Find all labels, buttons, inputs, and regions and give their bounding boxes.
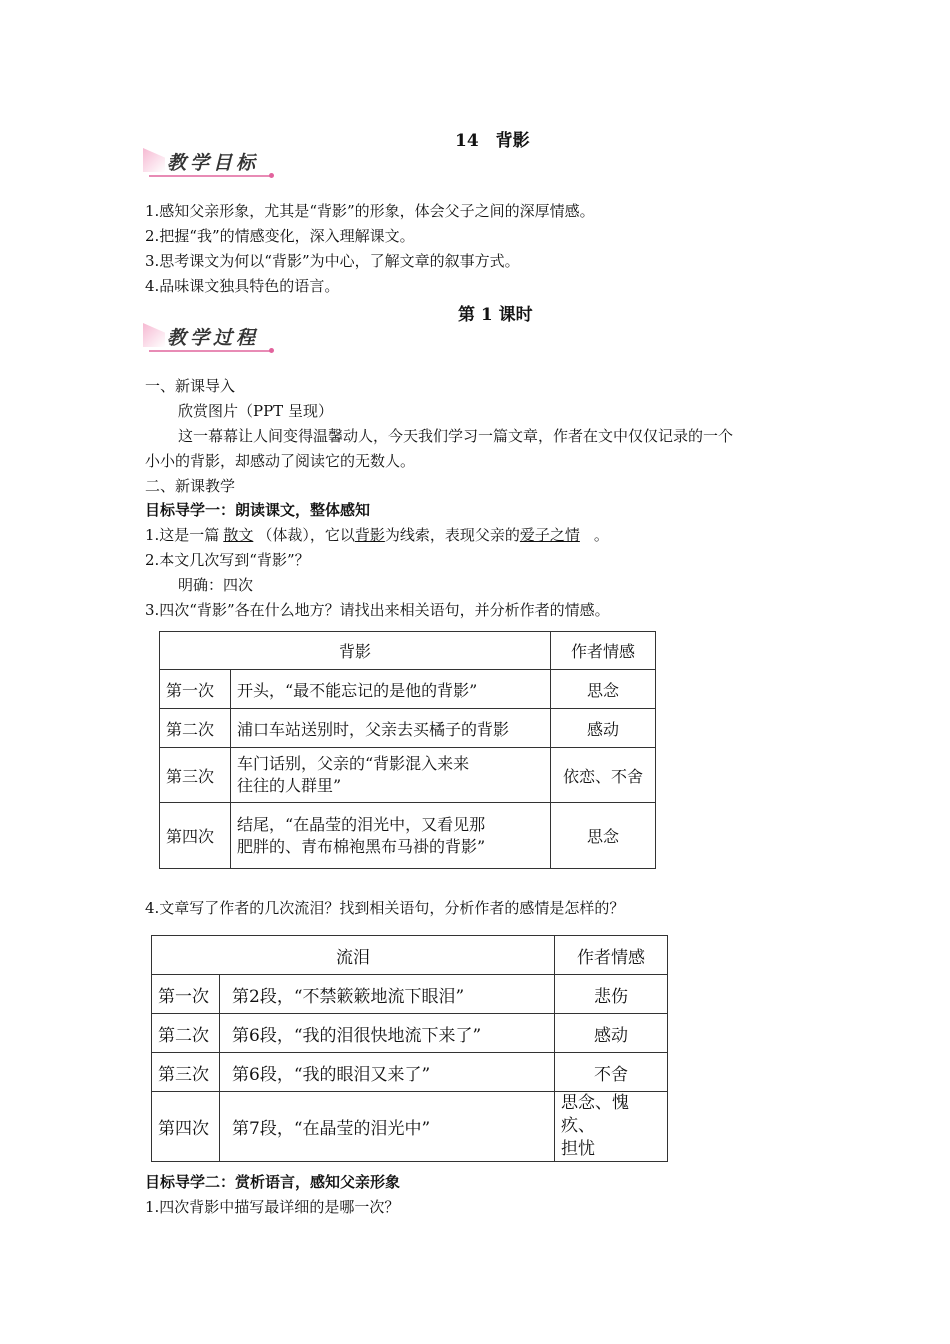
table1-header-emotion: 作者情感 [551,632,656,670]
table-row [152,1014,668,1053]
question-2: 2.本文几次写到“背影”？ [145,551,310,569]
question-2-answer: 明确：四次 [178,576,254,594]
question-5: 1.四次背影中描写最详细的是哪一次？ [145,1198,400,1216]
table-row [160,670,656,709]
table2-row-no: 第三次 [152,1053,220,1092]
banner-dot-icon [269,348,274,353]
table2-row-no: 第二次 [152,1014,220,1053]
q1-mid1: （体裁），它以 [257,526,355,544]
question-1 [145,525,609,545]
banner-rule [149,350,273,352]
table1-row-no: 第三次 [160,748,231,803]
table1-row-no: 第一次 [160,670,231,709]
question-4: 4.文章写了作者的几次流泪？找到相关语句，分析作者的感情是怎样的？ [145,899,625,917]
objective-4: 4.品味课文独具特色的语言。 [145,277,340,295]
banner-tag-icon [143,148,165,172]
table1-row-text: 开头，“最不能忘记的是他的背影” [231,670,551,709]
table2-header-emotion: 作者情感 [555,936,668,975]
table1-row-emotion: 感动 [551,709,656,748]
q1-blank-theme: 爱子之情 [519,526,580,544]
table2-row-text: 第2段，“不禁簌簌地流下眼泪” [220,975,555,1014]
q1-mid2: 为线索，表现父亲的 [384,526,520,544]
part1-para-line1: 这一幕幕让人间变得温馨动人，今天我们学习一篇文章，作者在文中仅仅记录的一个 [178,427,734,445]
banner-rule [149,175,273,177]
table-row [152,975,668,1014]
table2-row-text: 第6段，“我的眼泪又来了” [220,1053,555,1092]
q1-prefix: 1.这是一篇 [145,526,220,544]
table2-row-emotion: 不舍 [555,1053,668,1092]
goal2-heading: 目标导学二：赏析语言，感知父亲形象 [145,1173,401,1191]
table1-header-back: 背影 [160,632,551,670]
page-title: 14 背影 [455,131,530,151]
table-row [160,709,656,748]
objective-1: 1.感知父亲形象，尤其是“背影”的形象，体会父子之间的深厚情感。 [145,202,595,220]
table-row [152,1053,668,1092]
banner-tag-icon [143,323,165,347]
table1-row-no: 第二次 [160,709,231,748]
part1-para-line2: 小小的背影，却感动了阅读它的无数人。 [145,452,416,470]
table2-row-emotion: 悲伤 [555,975,668,1014]
table-row [160,748,656,803]
table1-row-text: 车门话别，父亲的“背影混入来来 往往的人群里” [231,748,551,803]
banner-label: 教学目标 [167,152,260,174]
q1-suffix: 。 [593,526,609,544]
lesson-title: 第 1 课时 [458,305,533,325]
table2-row-text: 第6段，“我的泪很快地流下来了” [220,1014,555,1053]
objective-2: 2.把握“我”的情感变化，深入理解课文。 [145,227,415,245]
goal1-heading: 目标导学一：朗读课文，整体感知 [145,501,371,519]
q1-blank-clue: 背影 [354,526,385,544]
banner-label: 教学过程 [167,327,260,349]
part2-heading: 二、新课教学 [145,477,236,495]
objective-3: 3.思考课文为何以“背影”为中心，了解文章的叙事方式。 [145,252,520,270]
table1-row-emotion: 思念 [551,803,656,869]
q1-blank-genre: 散文 [223,526,254,544]
process-banner [143,323,279,355]
objectives-banner [143,148,279,180]
banner-dot-icon [269,173,274,178]
table2-row-no: 第一次 [152,975,220,1014]
table1-row-no: 第四次 [160,803,231,869]
table2-row-emotion: 思念、愧疚、 担忧 [555,1092,668,1162]
table1-row-text: 结尾，“在晶莹的泪光中，又看见那 肥胖的、青布棉袍黑布马褂的背影” [231,803,551,869]
tears-table [151,935,668,1162]
table1-row-text: 浦口车站送别时，父亲去买橘子的背影 [231,709,551,748]
back-view-table [159,631,656,869]
part1-heading: 一、新课导入 [145,377,236,395]
table2-row-emotion: 感动 [555,1014,668,1053]
part1-pic: 欣赏图片（PPT 呈现） [178,402,333,420]
question-3: 3.四次“背影”各在什么地方？请找出来相关语句，并分析作者的情感。 [145,601,610,619]
table2-row-text: 第7段，“在晶莹的泪光中” [220,1092,555,1162]
table1-row-emotion: 依恋、不舍 [551,748,656,803]
table-row [152,1092,668,1162]
table2-header-tears: 流泪 [152,936,555,975]
table2-row-no: 第四次 [152,1092,220,1162]
table1-row-emotion: 思念 [551,670,656,709]
table-row [160,803,656,869]
